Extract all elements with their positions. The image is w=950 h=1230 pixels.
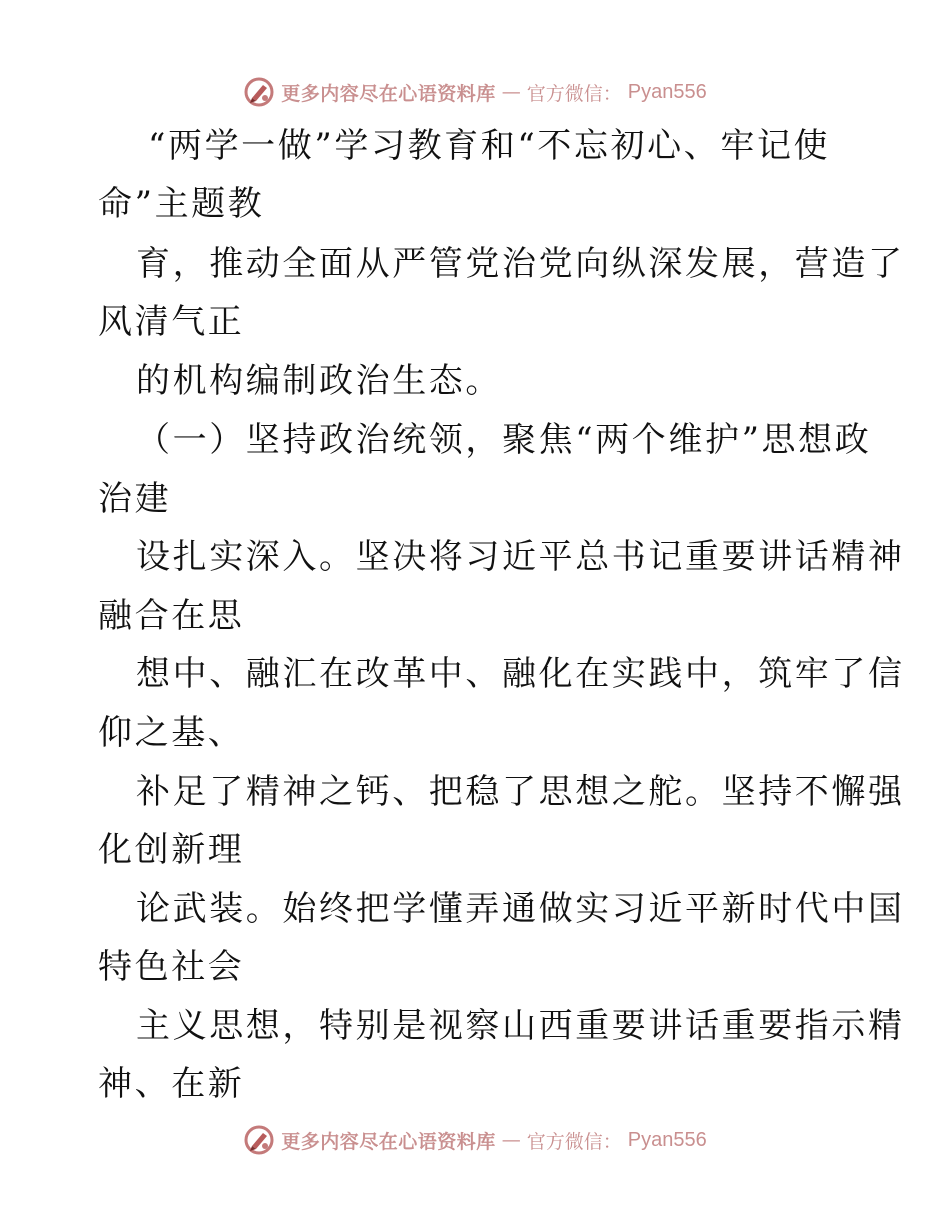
watermark-group — [243, 76, 707, 108]
text-line: 特色社会 — [98, 947, 245, 987]
pen-logo-icon — [243, 1124, 275, 1156]
watermark-group — [243, 1124, 707, 1156]
watermark-separator: — — [501, 1129, 521, 1151]
text-line: 融合在思 — [98, 596, 245, 636]
text-line: 育，推动全面从严管党治党向纵深发展，营造了 — [136, 244, 905, 284]
text-line: 治建 — [98, 479, 172, 519]
text-line: 论武装。始终把学懂弄通做实习近平新时代中国 — [136, 889, 905, 929]
text-line: 风清气正 — [98, 302, 245, 342]
text-line: 仰之基、 — [98, 713, 245, 753]
header-watermark — [0, 72, 950, 112]
pen-logo-icon — [243, 76, 275, 108]
text-line: 补足了精神之钙、把稳了思想之舵。坚持不懈强 — [136, 772, 905, 812]
watermark-label: 官方微信： — [526, 1130, 622, 1153]
watermark-id: Pyan556 — [627, 80, 707, 103]
watermark-label: 官方微信： — [526, 82, 622, 105]
watermark-separator: — — [501, 81, 521, 103]
watermark-id: Pyan556 — [627, 1128, 707, 1151]
text-line: 想中、融汇在改革中、融化在实践中，筑牢了信 — [136, 654, 905, 694]
text-line: 化创新理 — [98, 830, 245, 870]
text-line: “两学一做”学习教育和“不忘初心、牢记使 — [148, 126, 831, 166]
watermark-text: 更多内容尽在心语资料库 — [281, 1130, 496, 1153]
text-line: 设扎实深入。坚决将习近平总书记重要讲话精神 — [136, 537, 905, 577]
text-line: 神、在新 — [98, 1064, 245, 1104]
text-line: 的机构编制政治生态。 — [136, 361, 502, 401]
text-line: 主义思想，特别是视察山西重要讲话重要指示精 — [136, 1006, 905, 1046]
watermark-text: 更多内容尽在心语资料库 — [281, 82, 496, 105]
footer-watermark — [0, 1120, 950, 1160]
text-line: （一）坚持政治统领，聚焦“两个维护”思想政 — [136, 420, 872, 460]
text-line: 命”主题教 — [98, 184, 265, 224]
